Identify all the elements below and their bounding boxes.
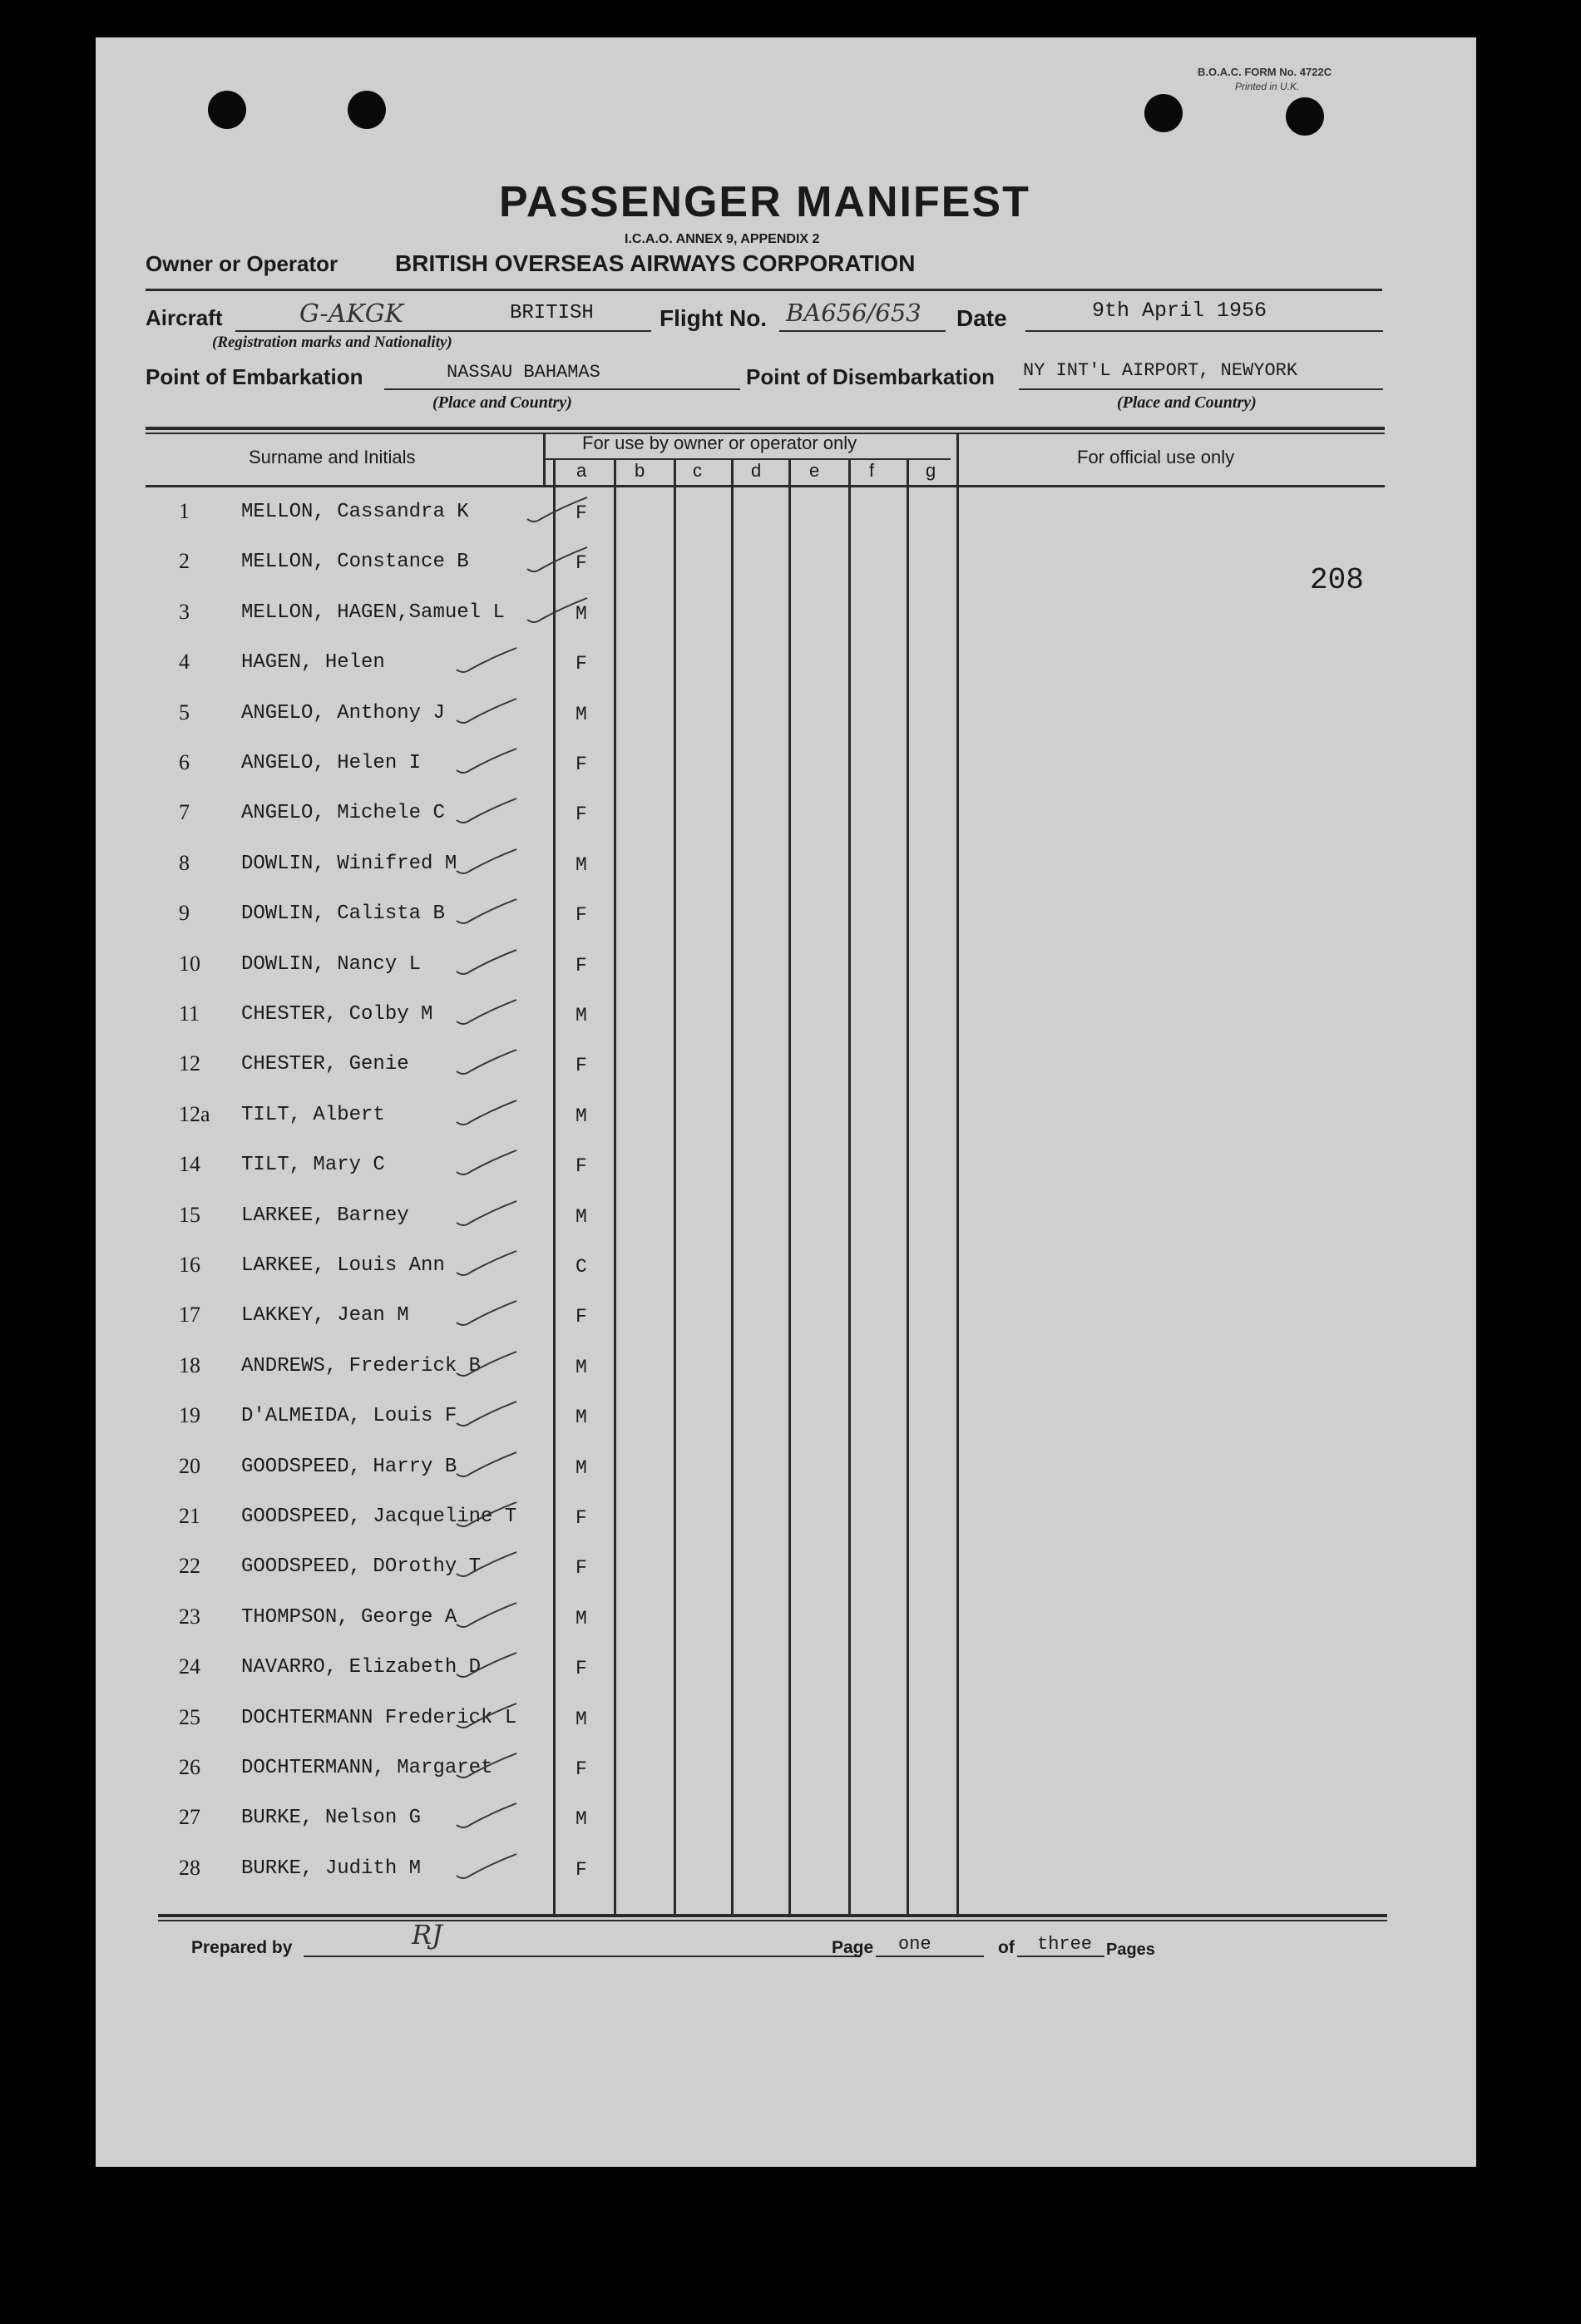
passenger-code: F	[576, 1155, 587, 1177]
check-mark-icon	[453, 795, 520, 828]
passenger-name: GOODSPEED, Jacqueline T	[241, 1506, 517, 1528]
aircraft-label: Aircraft	[146, 305, 223, 330]
column-divider	[543, 433, 546, 487]
form-number: B.O.A.C. FORM No. 4722C	[1198, 66, 1332, 78]
embarkation-caption: (Place and Country)	[432, 393, 572, 412]
check-mark-icon	[453, 1198, 520, 1231]
check-mark-icon	[453, 745, 520, 779]
row-number: 11	[179, 1001, 200, 1026]
passenger-code: F	[576, 1306, 587, 1328]
passenger-code: C	[576, 1256, 587, 1278]
passenger-code: F	[576, 1557, 587, 1579]
passenger-name: GOODSPEED, Harry B	[241, 1456, 457, 1478]
passenger-name: ANGELO, Helen I	[241, 752, 422, 774]
passenger-name: CHESTER, Colby M	[241, 1003, 433, 1026]
passenger-code: M	[576, 1457, 587, 1479]
sub-column-header: f	[869, 460, 875, 481]
passenger-code: M	[576, 1708, 587, 1730]
check-mark-icon	[453, 996, 520, 1030]
passenger-name: LAKKEY, Jean M	[241, 1304, 409, 1327]
disembarkation-line	[1019, 388, 1383, 390]
passenger-code: M	[576, 1105, 587, 1127]
passenger-code: F	[576, 955, 587, 977]
date-value: 9th April 1956	[1092, 299, 1267, 323]
passenger-code: M	[576, 1357, 587, 1378]
prepared-by-line	[304, 1956, 861, 1957]
row-number: 14	[179, 1152, 200, 1176]
check-mark-icon	[453, 1046, 520, 1080]
row-number: 12	[179, 1051, 200, 1075]
passenger-name: TILT, Mary C	[241, 1154, 385, 1176]
passenger-code: M	[576, 1808, 587, 1830]
col-owner-header: For use by owner or operator only	[582, 433, 857, 453]
row-number: 22	[179, 1554, 200, 1578]
table-bottom-rule-double	[158, 1920, 1387, 1921]
passenger-name: THOMPSON, George A	[241, 1606, 457, 1629]
check-mark-icon	[453, 1649, 520, 1683]
date-line	[1025, 330, 1383, 332]
flight-value: BA656/653	[786, 299, 921, 327]
check-mark-icon	[453, 1298, 520, 1331]
passenger-name: ANGELO, Michele C	[241, 802, 445, 824]
passenger-name: MELLON, Cassandra K	[241, 501, 469, 523]
column-divider	[674, 460, 676, 1914]
page-title: PASSENGER MANIFEST	[499, 178, 1030, 226]
sub-header-rule	[543, 458, 951, 460]
sub-column-header: e	[809, 460, 820, 481]
check-mark-icon	[453, 1499, 520, 1532]
flight-line	[779, 330, 946, 332]
check-mark-icon	[453, 645, 520, 678]
passenger-name: DOWLIN, Nancy L	[241, 953, 422, 976]
row-number: 18	[179, 1353, 200, 1377]
row-number: 17	[179, 1303, 200, 1327]
row-number: 28	[179, 1856, 200, 1880]
passenger-code: M	[576, 1206, 587, 1228]
row-number: 6	[179, 750, 190, 774]
passenger-code: F	[576, 904, 587, 926]
passenger-name: DOCHTERMANN, Margaret	[241, 1757, 493, 1779]
sub-column-header: d	[751, 460, 762, 481]
passenger-code: F	[576, 1658, 587, 1679]
passenger-name: LARKEE, Louis Ann	[241, 1254, 445, 1277]
check-mark-icon	[453, 1600, 520, 1633]
passenger-name: NAVARRO, Elizabeth D	[241, 1656, 482, 1679]
sub-column-header: b	[635, 460, 645, 481]
page-number-line	[876, 1956, 984, 1957]
check-mark-icon	[524, 494, 590, 527]
row-number: 7	[179, 800, 190, 824]
passenger-name: CHESTER, Genie	[241, 1053, 409, 1075]
header-bottom-rule	[146, 485, 1385, 487]
passenger-code: F	[576, 1758, 587, 1780]
row-number: 12a	[179, 1102, 210, 1126]
row-number: 25	[179, 1705, 200, 1729]
pages-label: Pages	[1106, 1941, 1155, 1959]
sub-column-header: c	[693, 460, 702, 481]
row-number: 9	[179, 901, 190, 925]
column-divider	[956, 433, 959, 1914]
passenger-code: F	[576, 804, 587, 825]
page-number-value: one	[898, 1934, 931, 1955]
passenger-name: HAGEN, Helen	[241, 651, 385, 674]
check-mark-icon	[524, 544, 590, 577]
column-divider	[731, 460, 734, 1914]
total-pages-value: three	[1037, 1934, 1093, 1955]
passenger-name: DOCHTERMANN Frederick L	[241, 1707, 517, 1729]
table-top-rule	[146, 427, 1385, 430]
date-label: Date	[956, 305, 1007, 331]
sub-column-header: a	[576, 460, 587, 481]
check-mark-icon	[453, 1147, 520, 1180]
prepared-by-label: Prepared by	[191, 1938, 293, 1957]
of-label: of	[998, 1938, 1015, 1957]
passenger-code: F	[576, 1055, 587, 1076]
row-number: 5	[179, 700, 190, 724]
owner-value: BRITISH OVERSEAS AIRWAYS CORPORATION	[395, 250, 916, 276]
check-mark-icon	[453, 1700, 520, 1733]
check-mark-icon	[453, 1097, 520, 1130]
passenger-code: F	[576, 502, 587, 524]
passenger-name: MELLON, HAGEN,Samuel L	[241, 601, 505, 624]
passenger-code: M	[576, 603, 587, 625]
passenger-name: DOWLIN, Winifred M	[241, 853, 457, 875]
prepared-by-value: RJ	[412, 1919, 442, 1951]
flight-label: Flight No.	[660, 305, 768, 331]
passenger-code: F	[576, 1859, 587, 1881]
row-number: 23	[179, 1605, 200, 1629]
disembarkation-label: Point of Disembarkation	[746, 364, 996, 389]
check-mark-icon	[453, 1750, 520, 1783]
check-mark-icon	[453, 1348, 520, 1382]
aircraft-line	[235, 330, 651, 332]
passenger-code: F	[576, 1507, 587, 1529]
column-divider	[788, 460, 791, 1914]
column-divider	[553, 460, 556, 1914]
passenger-name: ANGELO, Anthony J	[241, 702, 445, 724]
check-mark-icon	[453, 695, 520, 729]
passenger-name: TILT, Albert	[241, 1104, 385, 1126]
table-bottom-rule	[158, 1914, 1387, 1917]
column-divider	[907, 460, 909, 1914]
passenger-name: D'ALMEIDA, Louis F	[241, 1405, 457, 1427]
row-number: 26	[179, 1755, 200, 1779]
column-divider	[848, 460, 851, 1914]
passenger-code: M	[576, 1608, 587, 1629]
page-label: Page	[832, 1938, 874, 1957]
passenger-code: M	[576, 854, 587, 876]
check-mark-icon	[453, 1851, 520, 1884]
row-number: 16	[179, 1253, 200, 1277]
embarkation-value: NASSAU BAHAMAS	[447, 362, 600, 383]
row-number: 3	[179, 600, 190, 624]
column-divider	[614, 460, 616, 1914]
aircraft-nationality: BRITISH	[510, 302, 594, 324]
check-mark-icon	[453, 846, 520, 879]
manifest-page	[96, 37, 1476, 2167]
header-rule	[146, 289, 1382, 291]
check-mark-icon	[453, 1549, 520, 1582]
passenger-code: F	[576, 653, 587, 675]
row-number: 8	[179, 851, 190, 875]
punch-hole	[348, 91, 386, 129]
passenger-code: F	[576, 552, 587, 574]
aircraft-caption: (Registration marks and Nationality)	[212, 334, 452, 351]
col-name-header: Surname and Initials	[249, 447, 416, 467]
passenger-name: GOODSPEED, DOrothy T	[241, 1555, 482, 1578]
row-number: 20	[179, 1454, 200, 1478]
check-mark-icon	[453, 947, 520, 980]
passenger-code: F	[576, 754, 587, 775]
punch-hole	[1144, 94, 1183, 132]
aircraft-registration: G-AKGK	[299, 299, 404, 329]
check-mark-icon	[453, 1800, 520, 1833]
total-pages-line	[1017, 1956, 1104, 1957]
page-subtitle: I.C.A.O. ANNEX 9, APPENDIX 2	[625, 232, 820, 246]
check-mark-icon	[453, 896, 520, 929]
row-number: 1	[179, 499, 190, 523]
check-mark-icon	[453, 1449, 520, 1482]
passenger-name: DOWLIN, Calista B	[241, 902, 445, 925]
passenger-name: BURKE, Judith M	[241, 1857, 422, 1880]
row-number: 27	[179, 1805, 200, 1829]
passenger-code: M	[576, 1407, 587, 1428]
passenger-code: M	[576, 1005, 587, 1026]
row-number: 21	[179, 1504, 200, 1528]
row-number: 19	[179, 1403, 200, 1427]
check-mark-icon	[453, 1398, 520, 1431]
embarkation-label: Point of Embarkation	[146, 364, 363, 389]
passenger-name: LARKEE, Barney	[241, 1204, 409, 1227]
row-number: 24	[179, 1654, 200, 1679]
passenger-name: ANDREWS, Frederick B	[241, 1355, 482, 1377]
row-number: 4	[179, 650, 190, 674]
official-number: 208	[1310, 563, 1364, 597]
passenger-name: BURKE, Nelson G	[241, 1807, 422, 1829]
embarkation-line	[384, 388, 740, 390]
check-mark-icon	[524, 595, 590, 628]
passenger-name: MELLON, Constance B	[241, 551, 469, 573]
row-number: 2	[179, 549, 190, 573]
punch-hole	[208, 91, 246, 129]
punch-hole	[1286, 97, 1324, 136]
owner-label: Owner or Operator	[146, 251, 338, 276]
col-official-header: For official use only	[1077, 447, 1235, 467]
passenger-code: M	[576, 704, 587, 725]
disembarkation-caption: (Place and Country)	[1117, 393, 1257, 412]
row-number: 15	[179, 1203, 200, 1227]
disembarkation-value: NY INT'L AIRPORT, NEWYORK	[1023, 360, 1298, 381]
printed-in: Printed in U.K.	[1235, 81, 1300, 92]
row-number: 10	[179, 952, 200, 976]
sub-column-header: g	[926, 460, 936, 481]
check-mark-icon	[453, 1248, 520, 1281]
